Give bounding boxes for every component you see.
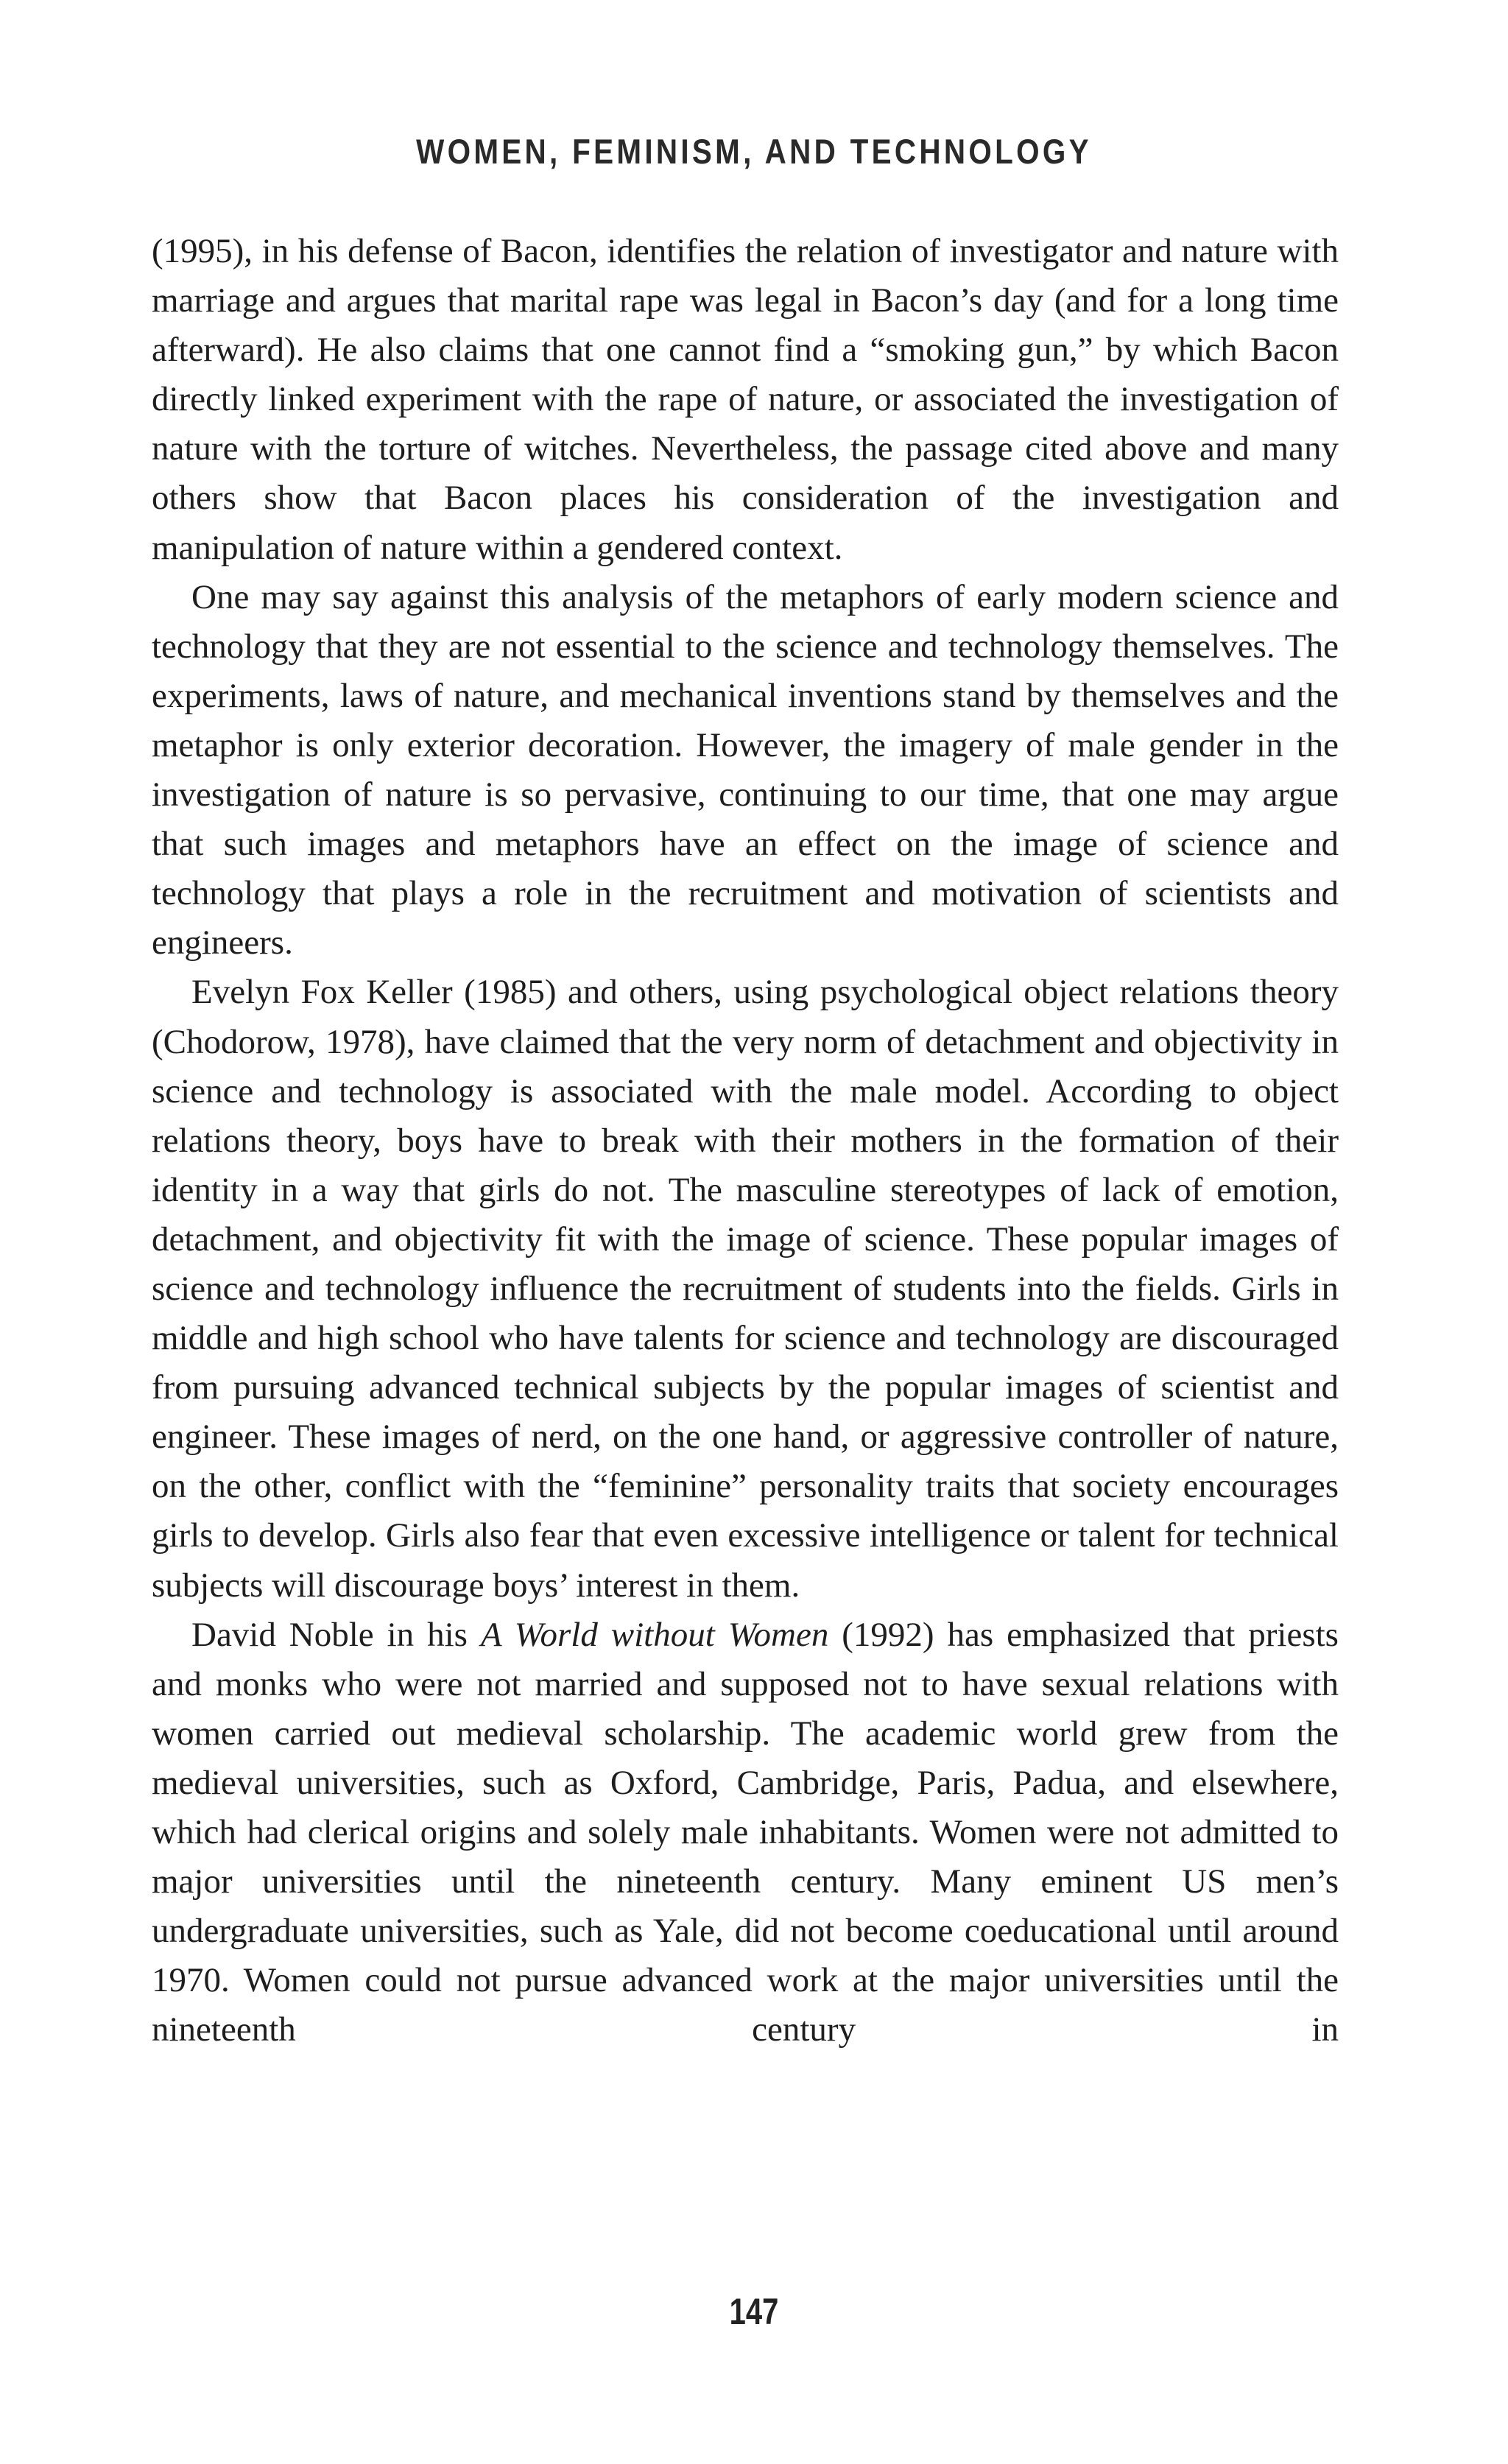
page-number: 147 xyxy=(729,2291,779,2332)
paragraph-metaphors: One may say against this analysis of the metaphors of early modern science and technology that they are not essential to the science and technology themselves. The experiments, laws of nature, and mechanical inventions stand by themselves and the metaphor is only exterior decoration. However, the imagery of male gender in the investigation of nature is so pervasive, continuing to our time, that one may argue that such images and metaphors have an effect on the image of science and technology that plays a role in the recruitment and motivation of scientists and engineers. xyxy=(152,577,1339,962)
noble-text-rest: (1992) has emphasized that priests and monks who were not married and supposed not to have sexual relations with women carried out medieval scholarship. The academic world grew from the medieval universities, such as Oxford, Cambridge, Paris, Padua, and elsewhere, which had clerical origins and solely male inhabitants. Women were not admitted to major universities until the nineteenth century. Many eminent US men’s undergraduate universities, such as Yale, did not become coeducational until around 1970. Women could not pursue advanced work at the major universities until the nineteenth century in xyxy=(152,1615,1339,2049)
paragraph-noble xyxy=(152,1611,1339,2055)
paragraph-bacon-defense: (1995), in his defense of Bacon, identifies the relation of investigator and nature with marriage and argues that marital rape was legal in Bacon’s day (and for a long time afterward). He also claims that one cannot find a “smoking gun,” by which Bacon directly linked experiment with the rape of nature, or associated the investigation of nature with the torture of witches. Nevertheless, the passage cited above and many others show that Bacon places his consideration of the investigation and manipulation of nature within a gendered context. xyxy=(152,232,1339,567)
body-text xyxy=(152,227,1339,2055)
paragraph-keller: Evelyn Fox Keller (1985) and others, using psychological object relations theory (Chodorow, 1978), have claimed that the very norm of detachment and objectivity in science and technology is associated with the male model. According to object relations theory, boys have to break with their mothers in the formation of their identity in a way that girls do not. The masculine stereotypes of lack of emotion, detachment, and objectivity fit with the image of science. These popular images of science and technology influence the recruitment of students into the fields. Girls in middle and high school who have talents for science and technology are discouraged from pursuing advanced technical subjects by the popular images of scientist and engineer. These images of nerd, on the one hand, or aggressive controller of nature, on the other, conflict with the “feminine” personality traits that society encourages girls to develop. Girls also fear that even excessive intelligence or talent for technical subjects will discourage boys’ interest in them. xyxy=(152,973,1339,1605)
running-head: WOMEN, FEMINISM, AND TECHNOLOGY xyxy=(416,132,1092,171)
noble-text-start: David Noble in his xyxy=(191,1615,481,1654)
book-title: A World without Women xyxy=(480,1615,829,1654)
